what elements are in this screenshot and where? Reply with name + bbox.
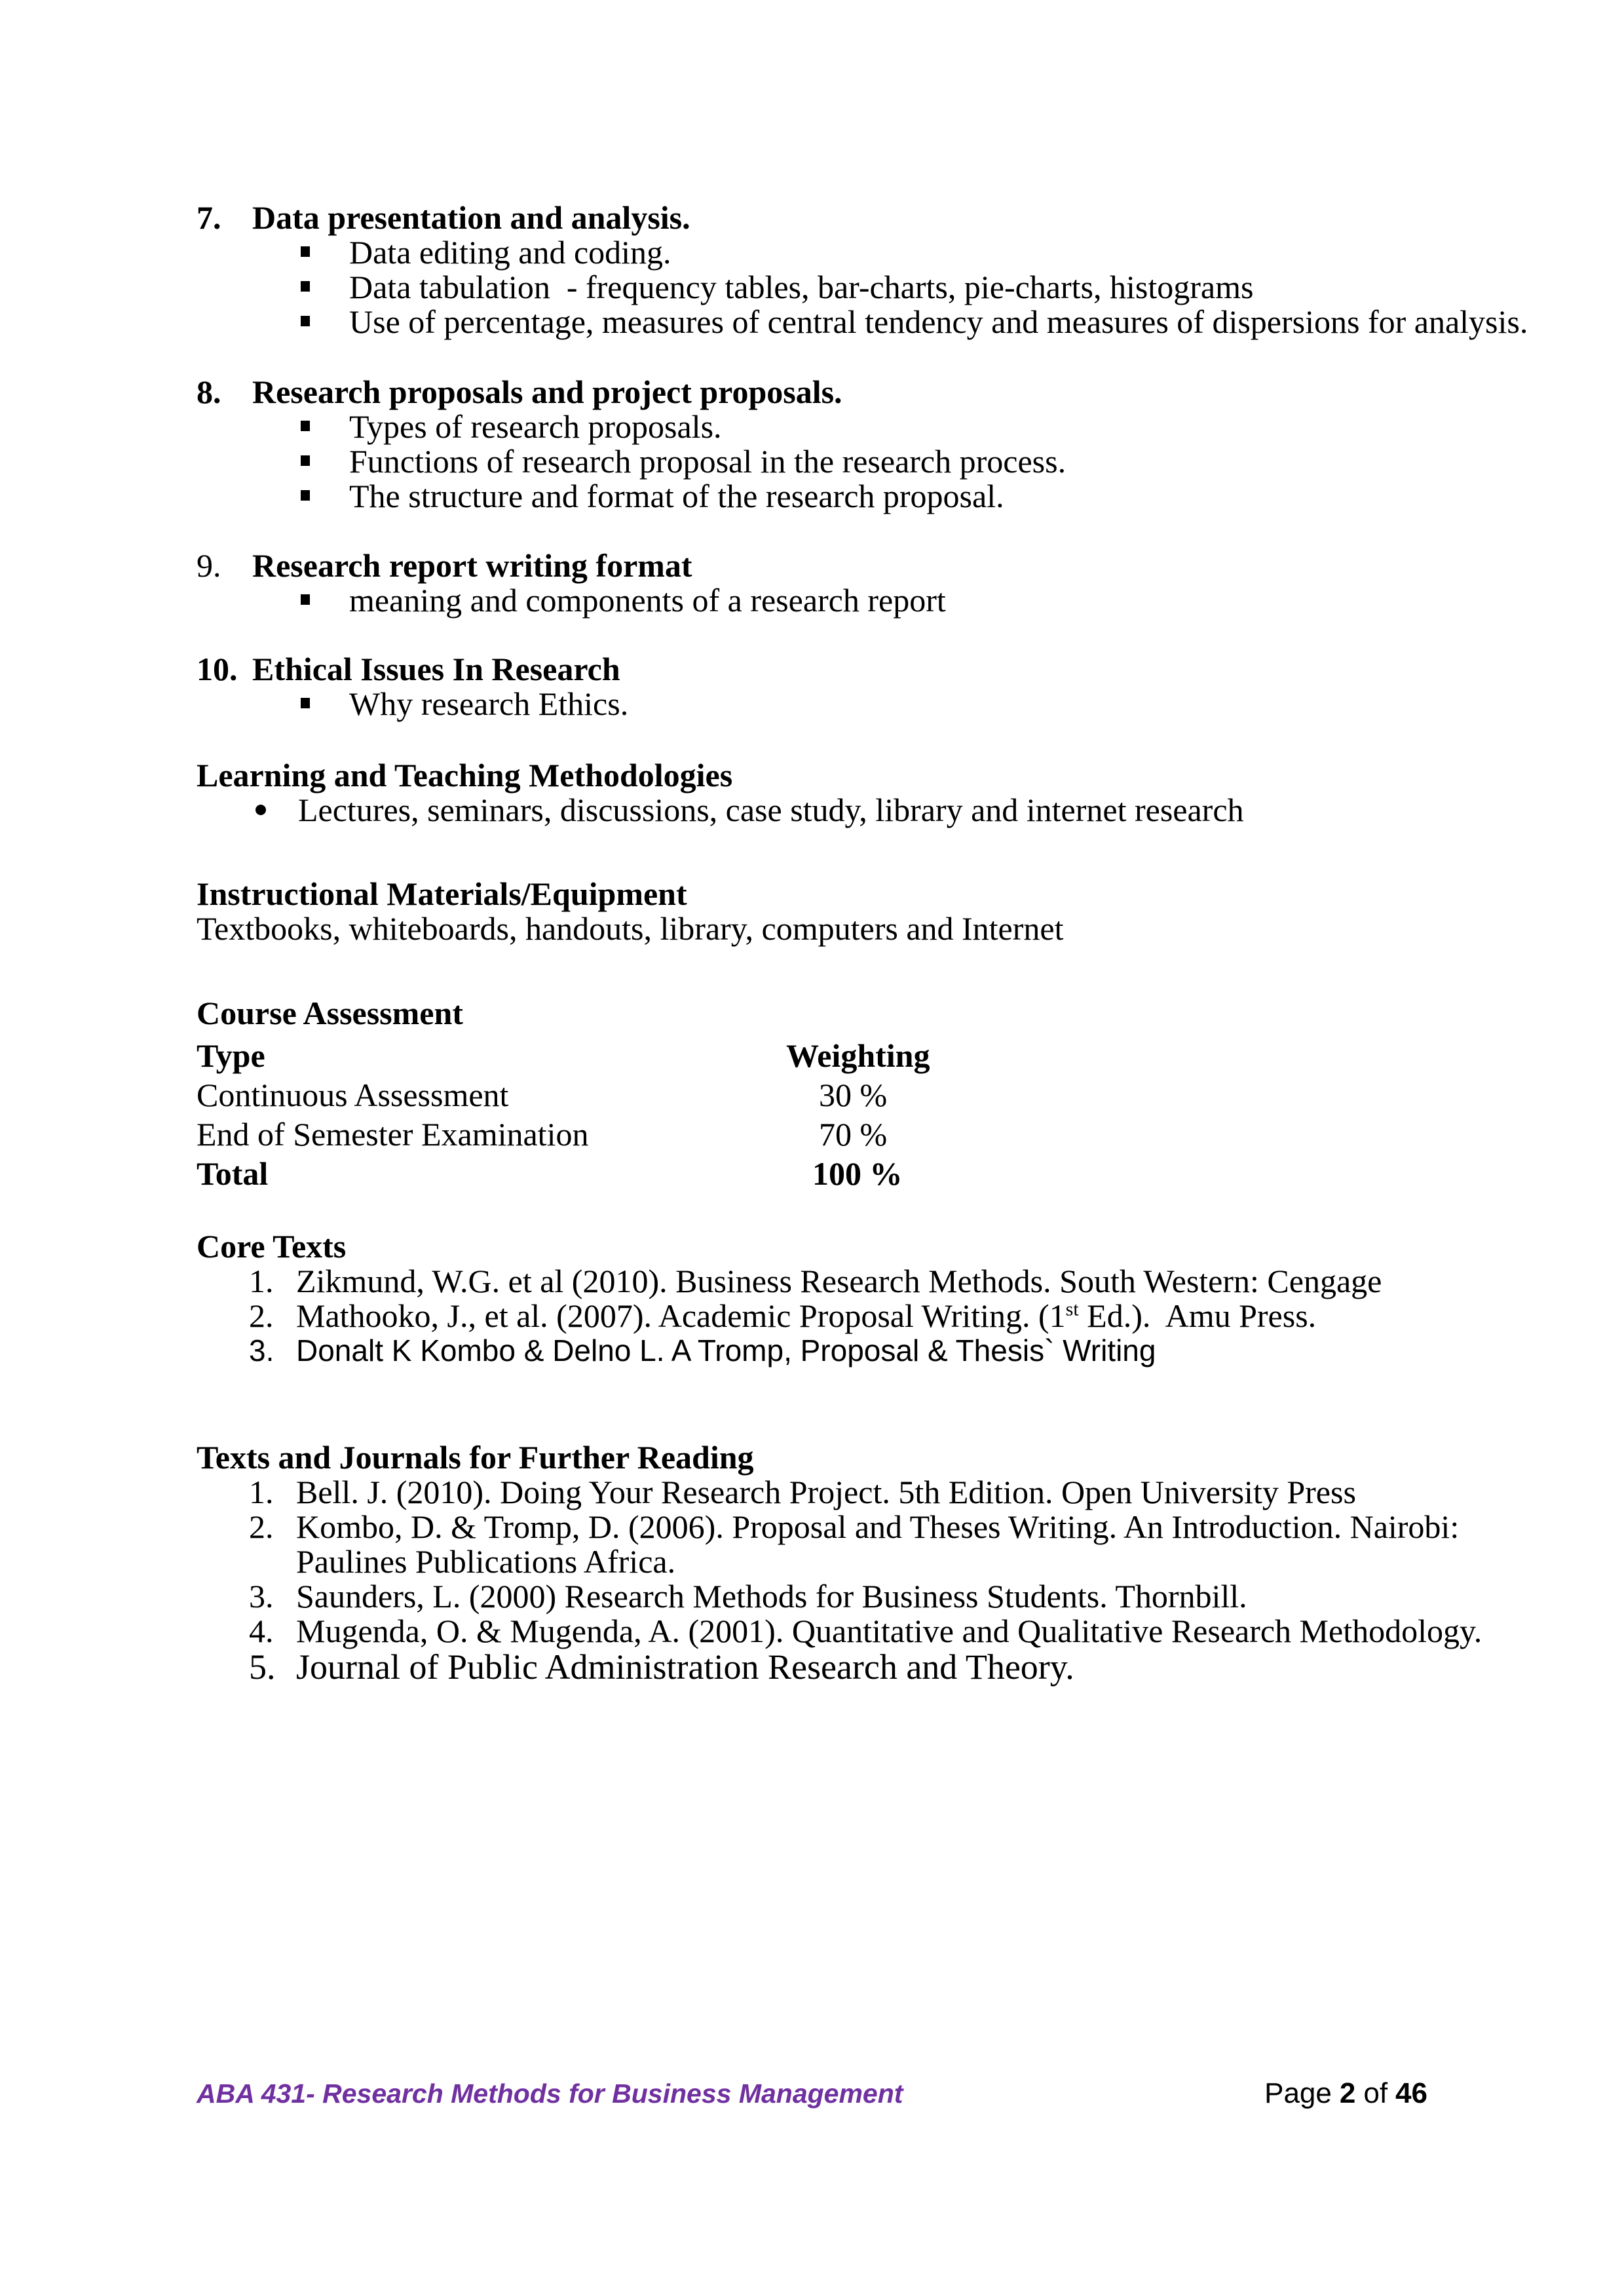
assessment-weighting: 100 %: [812, 1155, 903, 1192]
bullet-text: Types of research proposals.: [349, 408, 722, 445]
outline-bullet-item: [301, 444, 1624, 479]
reference-number: 3.: [249, 1578, 274, 1615]
reference-number: 4.: [249, 1613, 274, 1649]
footer-of-word: of: [1363, 2077, 1388, 2109]
reference-item: [249, 1299, 1624, 1333]
assessment-type: Total: [197, 1155, 269, 1192]
page-footer: [197, 2077, 1427, 2110]
bullet-text: Functions of research proposal in the research process.: [349, 443, 1067, 480]
reference-item: [249, 1614, 1624, 1649]
outline-item-8-heading: [197, 375, 1624, 410]
assessment-header-row: [197, 1036, 1624, 1075]
superscript-ordinal: st: [1065, 1298, 1079, 1320]
reference-item: [249, 1510, 1624, 1579]
square-bullet-icon: [301, 246, 310, 257]
assessment-row: [197, 1075, 1624, 1115]
reference-text: Saunders, L. (2000) Research Methods for Business Students. Thornbill.: [296, 1578, 1247, 1615]
bullet-text: Why research Ethics.: [349, 685, 629, 722]
dot-bullet-icon: [255, 805, 266, 815]
bullet-text: meaning and components of a research report: [349, 582, 946, 619]
bullet-text: Data tabulation - frequency tables, bar-charts, pie-charts, histograms: [349, 269, 1254, 305]
reference-text: Donalt K Kombo & Delno L. A Tromp, Proposal & Thesis` Writing: [296, 1333, 1156, 1368]
reference-text: Mugenda, O. & Mugenda, A. (2001). Quantitative and Qualitative Research Methodology.: [296, 1613, 1482, 1649]
assessment-type: End of Semester Examination: [197, 1116, 589, 1153]
footer-page-word: Page: [1264, 2077, 1332, 2109]
assessment-col-type: Type: [197, 1037, 265, 1074]
reference-number: 3.: [249, 1333, 274, 1368]
outline-item-title: Data presentation and analysis.: [252, 199, 690, 236]
assessment-col-weighting: Weighting: [786, 1037, 930, 1074]
section-heading-further-reading: Texts and Journals for Further Reading: [197, 1439, 754, 1476]
reference-number: 2.: [249, 1508, 274, 1545]
assessment-type: Continuous Assessment: [197, 1077, 509, 1113]
reference-item: [249, 1475, 1624, 1510]
reference-item: [249, 1333, 1624, 1368]
reference-text: Zikmund, W.G. et al (2010). Business Research Methods. South Western: Cengage: [296, 1263, 1382, 1299]
footer-course-title: ABA 431- Research Methods for Business Management: [197, 2078, 903, 2109]
bullet-text: The structure and format of the research proposal.: [349, 478, 1004, 514]
reference-item: [249, 1264, 1624, 1299]
reference-text: Journal of Public Administration Research and Theory.: [296, 1647, 1074, 1687]
reference-item: [249, 1579, 1624, 1614]
reference-text: Mathooko, J., et al. (2007). Academic Proposal Writing. (1st Ed.). Amu Press.: [296, 1297, 1317, 1334]
reference-number: 2.: [249, 1297, 274, 1334]
materials-body: Textbooks, whiteboards, handouts, library, computers and Internet: [197, 910, 1064, 947]
outline-bullet-item: [301, 583, 1624, 618]
outline-bullet-item: [301, 479, 1624, 514]
section-heading-learning: Learning and Teaching Methodologies: [197, 757, 733, 794]
reference-line-2: Paulines Publications Africa.: [296, 1543, 676, 1580]
section-heading-assessment: Course Assessment: [197, 995, 463, 1031]
outline-bullet-item: [301, 235, 1624, 270]
outline-bullet-item: [301, 410, 1624, 444]
outline-item-number: 7.: [197, 199, 221, 236]
reference-item: [249, 1649, 1624, 1685]
outline-item-7-heading: [197, 201, 1624, 235]
reference-number: 1.: [249, 1474, 274, 1510]
square-bullet-icon: [301, 316, 310, 326]
assessment-total-row: [197, 1154, 1624, 1193]
footer-page-number: [1264, 2077, 1427, 2110]
outline-item-title: Research report writing format: [252, 547, 692, 584]
section-heading-materials: Instructional Materials/Equipment: [197, 875, 687, 912]
square-bullet-icon: [301, 421, 310, 431]
section-heading-core-texts: Core Texts: [197, 1228, 347, 1265]
assessment-row: [197, 1115, 1624, 1154]
reference-text: Bell. J. (2010). Doing Your Research Project. 5th Edition. Open University Press: [296, 1474, 1356, 1510]
reference-number: 5.: [249, 1647, 276, 1687]
outline-item-10-heading: [197, 652, 1624, 687]
assessment-weighting: 30 %: [819, 1077, 888, 1113]
outline-item-title: Ethical Issues In Research: [252, 651, 620, 687]
square-bullet-icon: [301, 698, 310, 708]
square-bullet-icon: [301, 594, 310, 605]
outline-item-title: Research proposals and project proposals.: [252, 373, 842, 410]
square-bullet-icon: [301, 455, 310, 466]
reference-text: [296, 1508, 1460, 1580]
square-bullet-icon: [301, 490, 310, 501]
bullet-text: Use of percentage, measures of central tendency and measures of dispersions for analysis.: [349, 303, 1528, 340]
footer-page-current: 2: [1339, 2077, 1356, 2109]
outline-item-9-heading: [197, 548, 1624, 583]
footer-page-total: 46: [1395, 2077, 1427, 2109]
outline-item-number: 9.: [197, 547, 221, 584]
reference-number: 1.: [249, 1263, 274, 1299]
outline-bullet-item: [301, 305, 1624, 339]
outline-item-number: 10.: [197, 651, 238, 687]
assessment-weighting: 70 %: [819, 1116, 888, 1153]
outline-item-number: 8.: [197, 373, 221, 410]
square-bullet-icon: [301, 281, 310, 292]
learning-bullet-item: [255, 793, 1624, 828]
outline-bullet-item: [301, 687, 1624, 721]
bullet-text: Data editing and coding.: [349, 234, 671, 271]
outline-bullet-item: [301, 270, 1624, 305]
bullet-text: Lectures, seminars, discussions, case study, library and internet research: [298, 792, 1244, 828]
reference-line-1: Kombo, D. & Tromp, D. (2006). Proposal and Theses Writing. An Introduction. Nairobi:: [296, 1508, 1460, 1545]
